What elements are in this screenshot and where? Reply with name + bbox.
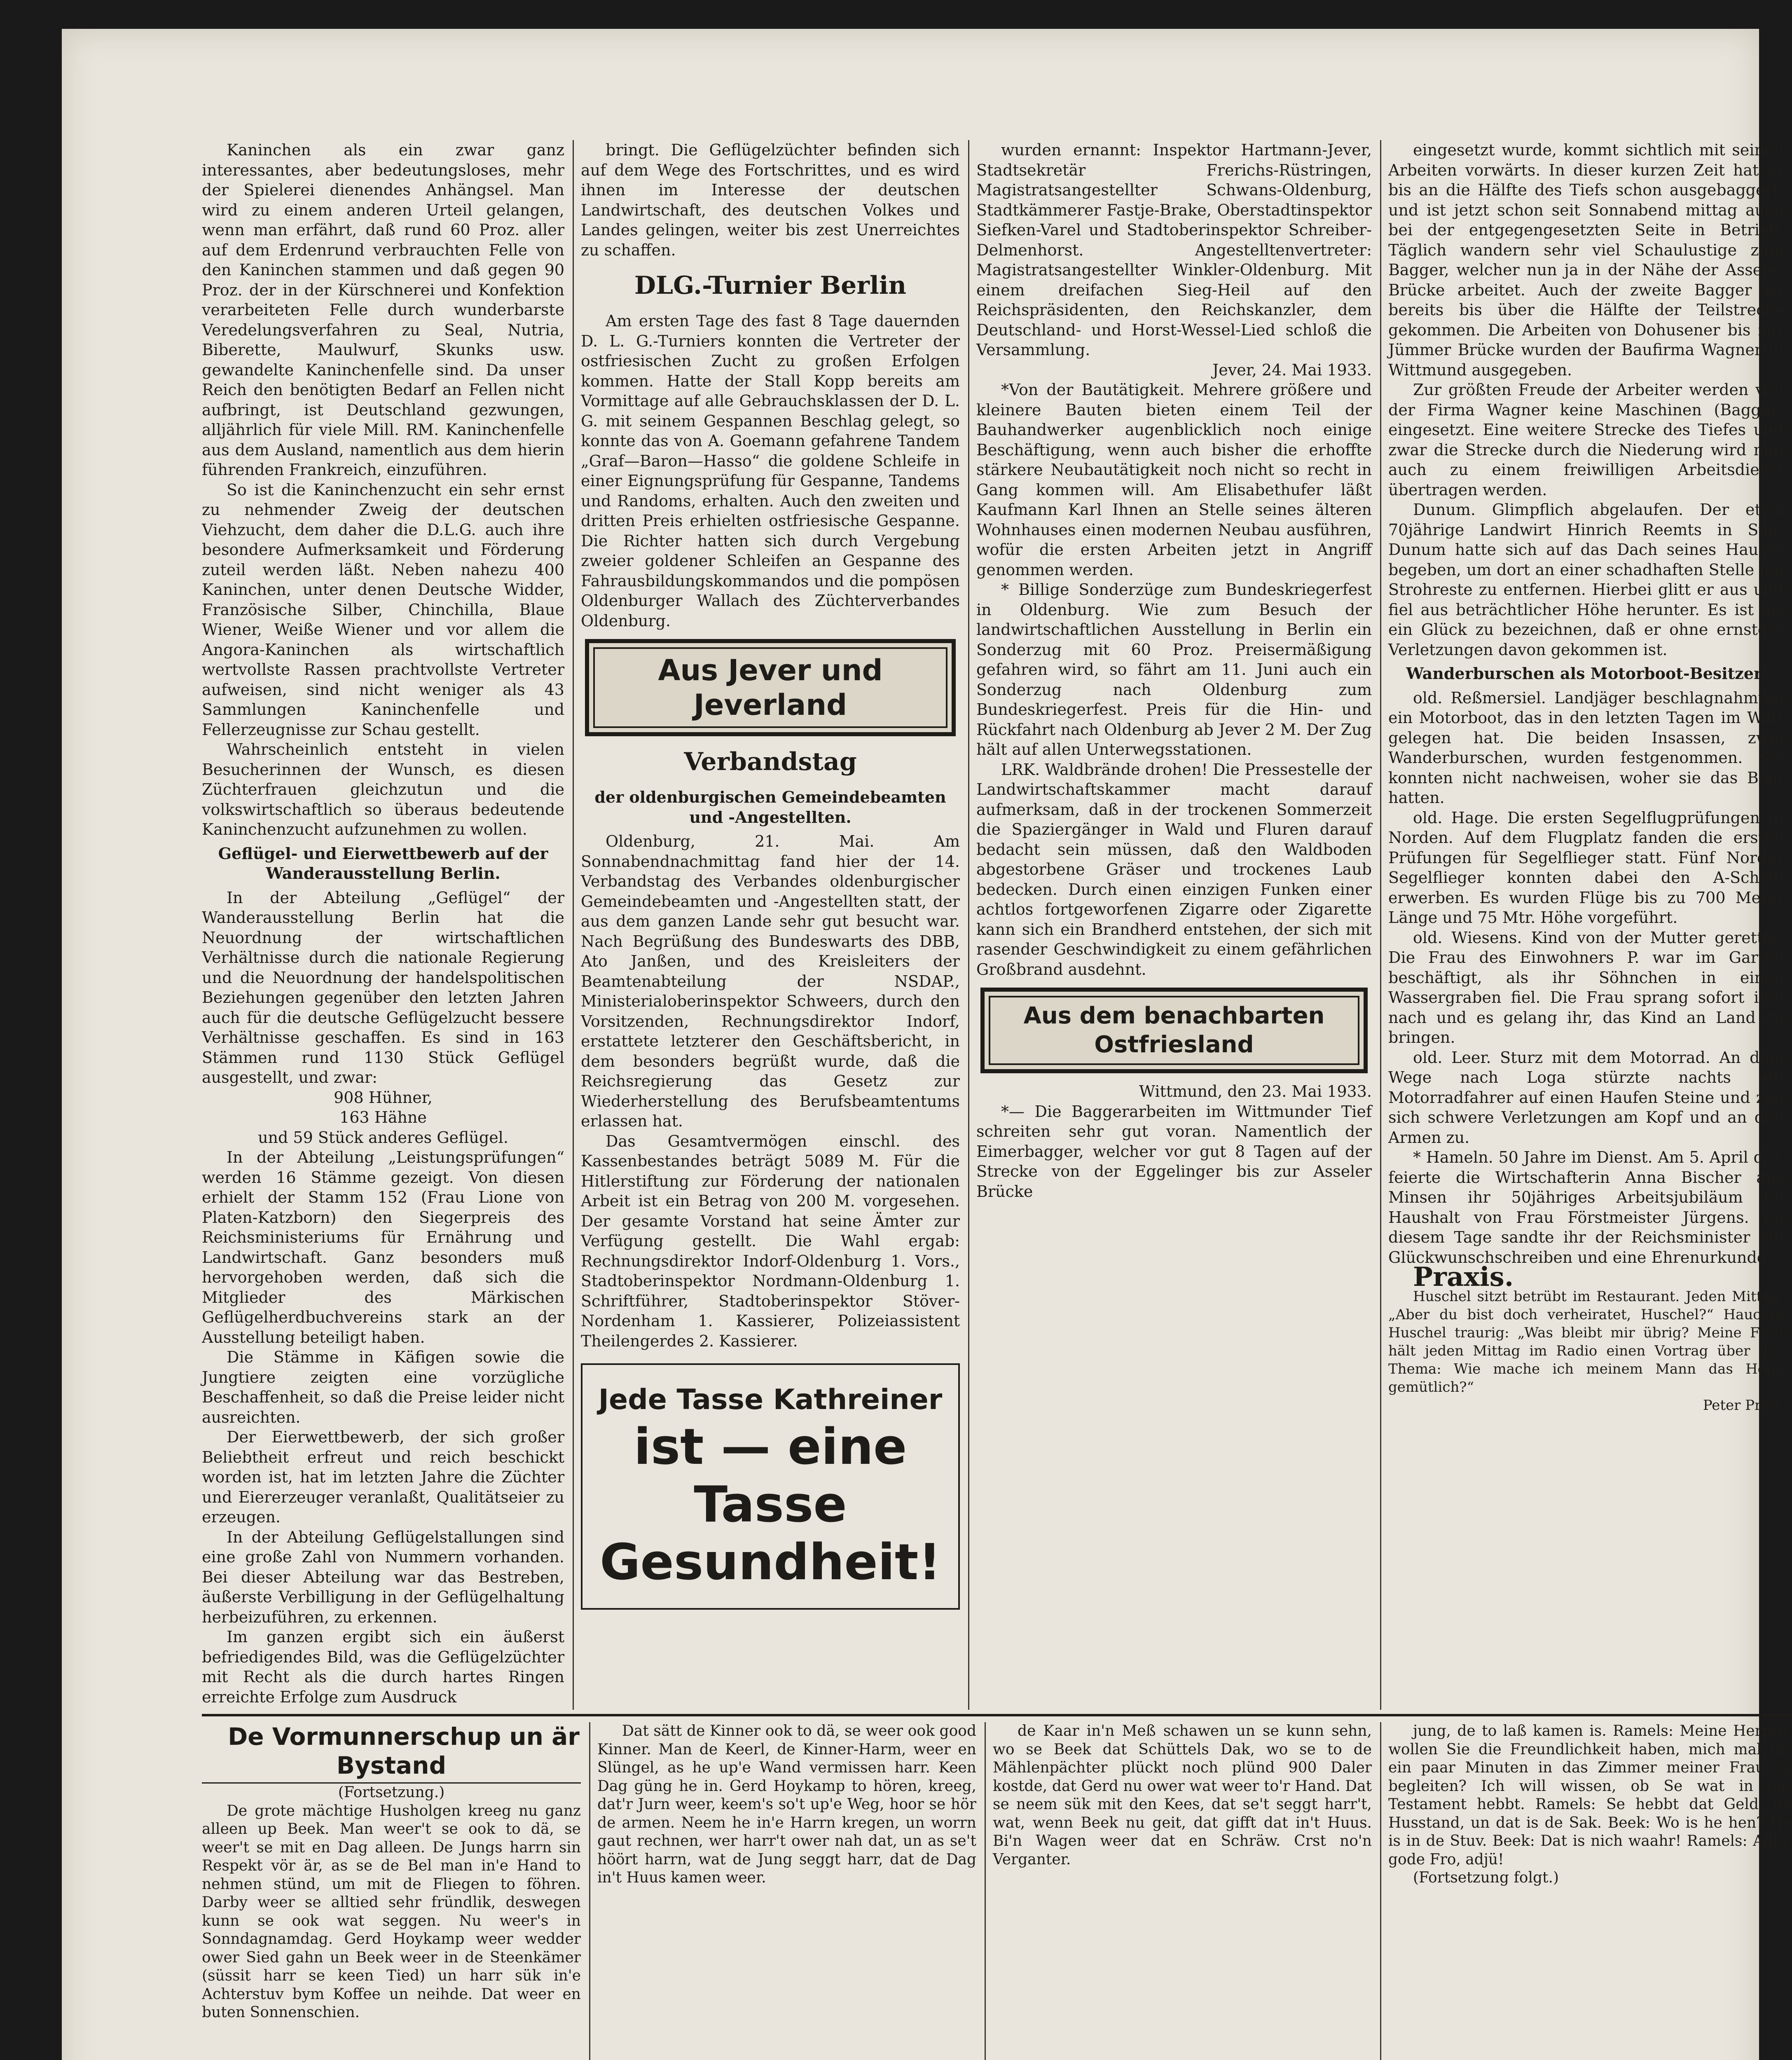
- serial-continuation: (Fortsetzung.): [338, 1784, 445, 1801]
- article-text: wurden ernannt: Inspektor Hartmann-Jever, Stadtsekretär Frerichs-Rüstringen, Magistratsangestellter Schwans-Oldenburg, Stadtkämmerer Fastje-Brake, Oberstadtinspektor Siefken-Varel und Stadtoberinspektor Schreiber-Delmenhorst. Angestelltenvertreter: Magistratsangestellter Winkler-Oldenburg. Mit einem dreifachen Sieg-Heil auf den Reichspräsidenten, den Reichskanzler, dem Deutschland- und Horst-Wessel-Lied schloß die Versammlung.: [976, 141, 1372, 359]
- article-text: *Von der Bautätigkeit. Mehrere größere und kleinere Bauten bieten einem Teil der Bauhandwerker augenblicklich noch einige Beschäftigung, wenn auch bisher die erhoffte stärkere Neubautätigkeit noch nicht so recht in Gang kommen will. Am Elisabethufer läßt Kaufmann Karl Ihnen an Stelle seines älteren Wohnhauses einen modernen Neubau ausführen, wofür die ersten Arbeiten jetzt in Angriff genommen werden.: [976, 381, 1372, 579]
- article-text: * Billige Sonderzüge zum Bundeskriegerfest in Oldenburg. Wie zum Besuch der landwirtschaftlichen Ausstellung in Berlin ein Sonderzug mit 60 Proz. Preisermäßigung gefahren wird, so fährt am 11. Juni auch ein Sonderzug nach Oldenburg zum Bundeskriegerfest. Preis für die Hin- und Rückfahrt nach Oldenburg ab Jever 2 M. Der Zug hält auf allen Unterwegsstationen.: [976, 581, 1372, 758]
- article-text: bringt. Die Geflügelzüchter befinden sich auf dem Wege des Fortschrittes, und es wird ihnen im Interesse der deutschen Landwirtschaft, des deutschen Volkes und Landes gelingen, weiter bis zest Unerreichtes zu schaffen.: [581, 141, 960, 259]
- article-text: eingesetzt wurde, kommt sichtlich mit seinen Arbeiten vorwärts. In dieser kurzen Zeit hat er bis an die Hälfte des Tiefs schon ausgebaggert, und ist jetzt schon seit Sonnabend mittag auch bei der entgegengesetzten Seite in Betrieb. Täglich wandern sehr viel Schaulustige zum Bagger, welcher nun ja in der Nähe der Asseler Brücke arbeitet. Auch der zweite Bagger ist bereits bis über die Hälfte der Teilstrecke gekommen. Die Arbeiten von Dohusener bis zur Jümmer Brücke wurden der Baufirma Wagner in Wittmund ausgegeben.: [1388, 141, 1784, 379]
- column-4: [1388, 140, 1784, 1710]
- article-text: In der Abteilung „Geflügel“ der Wanderausstellung Berlin hat die Neuordnung der wirtschaftlichen Verhältnisse durch die nationale Regierung und die Neuordnung der handelspolitischen Beziehungen gegenüber den letzten Jahren auch für die deutsche Geflügelzucht bessere Verhältnisse geschaffen. Es sind in 163 Stämmen rund 1130 Stück Geflügel ausgestellt, und zwar:: [202, 888, 564, 1086]
- article-text: old. Hage. Die ersten Segelflugprüfungen in Norden. Auf dem Flugplatz fanden die ersten Prüfungen für Segelflieger statt. Fünf Norder Segelflieger konnten dabei den A-Schein erwerben. Es wurden Flüge bis zu 700 Meter Länge und 75 Mtr. Höhe vorgeführt.: [1388, 808, 1784, 927]
- ad-line: Gesundheit!: [599, 1534, 941, 1591]
- article-text: Im ganzen ergibt sich ein äußerst befriedigendes Bild, was die Geflügelzüchter mit Recht als die durch hartes Ringen erreichte Erfolge zum Ausdruck: [202, 1628, 564, 1706]
- serial-column-3: [993, 1722, 1372, 2060]
- article-text: * Hameln. 50 Jahre im Dienst. Am 5. April d. J. feierte die Wirtschafterin Anna Bischer aus Minsen ihr 50jähriges Arbeitsjubiläum im Haushalt von Frau Förstmeister Jürgens. Zu diesem Tage sandte ihr der Reichsminister ein Glückwunschschreiben und eine Ehrenurkunde.: [1388, 1148, 1784, 1266]
- article-text: old. Leer. Sturz mit dem Motorrad. An dem Wege nach Loga stürzte nachts ein Motorradfahrer auf einen Haufen Steine und zog sich schwere Verletzungen am Kopf und an den Armen zu.: [1388, 1048, 1784, 1147]
- ad-line: Jede Tasse Kathreiner: [598, 1383, 943, 1416]
- list-item: 908 Hühner,: [334, 1088, 433, 1107]
- column-divider: [589, 1722, 590, 2060]
- column-divider: [573, 140, 574, 1710]
- newspaper-page: [62, 29, 1792, 2060]
- article-text: In der Abteilung „Leistungsprüfungen“ werden 16 Stämme gezeigt. Von diesen erhielt der Stamm 152 (Frau Lione von Platen-Katzborn) den Siegerpreis des Reichsministeriums für Ernährung und Landwirtschaft. Ganz besonders muß hervorgehoben werden, daß sich die Mitglieder des Märkischen Geflügelherdbuchvereins stark an der Ausstellung beteiligt haben.: [202, 1148, 564, 1346]
- kathreiner-advertisement: [581, 1363, 960, 1610]
- column-divider: [985, 1722, 986, 2060]
- serial-text: Dat sätt de Kinner ook to dä, se weer ook good Kinner. Man de Keerl, de Kinner-Harm, weer en Slüngel, as he up'e Wand vermissen harr. Keen Dag güng he in. Gerd Hoykamp to hören, kreeg, dat'r Jurn weer, keem's so't up'e Weg, hoor se hör de armen. Neem he in'e Harrn kregen, un worrn gaut rechnen, wer harr't ower nah dat, un as se't höört harrn, wat de Jung seggt harr, dat de Dag in't Huus kamen weer.: [597, 1723, 976, 1886]
- article-text: Kaninchen als ein zwar ganz interessantes, aber bedeutungsloses, mehr der Spielerei dienendes Anhängsel. Man wird zu einem anderen Urteil gelangen, wenn man erfährt, daß rund 60 Proz. aller auf dem Erdenrund verbrauchten Felle von den Kaninchen stammen und daß gegen 90 Proz. der in der Kürschnerei und Konfektion verarbeiteten Felle durch wunderbarste Veredelungsverfahren zu Seal, Nutria, Biberette, Maulwurf, Skunks usw. gewandelte Kaninchenfelle sind. Da unser Reich den benötigten Bedarf an Fellen nicht aufbringt, ist Deutschland gezwungen, alljährlich für viele Mill. RM. Kaninchenfelle aus dem Ausland, namentlich aus dem hierin führenden Frankreich, einzuführen.: [202, 141, 564, 479]
- column-divider: [1380, 140, 1381, 1710]
- article-text: *— Die Baggerarbeiten im Wittmunder Tief schreiten sehr gut voran. Namentlich der Eimerbagger, welcher vor gut 8 Tagen auf der Strecke von der Eggelinger bis zur Asseler Brücke: [976, 1102, 1372, 1201]
- article-text: LRK. Waldbrände drohen! Die Pressestelle der Landwirtschaftskammer macht darauf aufmerksam, daß in der trockenen Sommerzeit die Spaziergänger in Wald und Fluren darauf bedacht sein müssen, daß den Waldboden abgestorbene Gräser und trockenes Laub bedecken. Durch einen einzigen Funken einer achtlos fortgeworfenen Zigarre oder Zigarette kann sich ein Brandherd entstehen, der sich mit rasender Geschwindigkeit zu einem gefährlichen Großbrand ausdehnt.: [976, 760, 1372, 978]
- article-headline: DLG.-Turnier Berlin: [634, 271, 907, 300]
- article-text: Zur größten Freude der Arbeiter werden von der Firma Wagner keine Maschinen (Bagger) eingesetzt. Eine weitere Strecke des Tiefes und zwar die Strecke durch die Niederung wird nun auch zu einem freiwilligen Arbeitsdienst übertragen werden.: [1388, 381, 1784, 499]
- article-text: Dunum. Glimpflich abgelaufen. Der etwa 70jährige Landwirt Hinrich Reemts in Süd-Dunum hatte sich auf das Dach seines Hauses begeben, um dort an einer schadhaften Stelle die Strohreste zu entfernen. Hierbei glitt er aus und fiel aus beträchtlicher Höhe herunter. Es ist als ein Glück zu bezeichnen, daß er ohne ernstere Verletzungen davon gekommen ist.: [1388, 501, 1784, 659]
- serial-column-1: [202, 1722, 581, 2060]
- article-text: Die Stämme in Käfigen sowie die Jungtiere zeigten eine vorzügliche Beschaffenheit, so daß die Preise leider nicht ausreichten.: [202, 1348, 564, 1426]
- article-subheadline: der oldenburgischen Gemeindebeamten und -Angestellten.: [594, 788, 946, 826]
- serial-section: [202, 1722, 1792, 2060]
- ad-line: ist — eine Tasse: [634, 1419, 907, 1533]
- article-headline: Verbandstag: [684, 747, 857, 776]
- article-text: Am ersten Tage des fast 8 Tage dauernden D. L. G.-Turniers konnten die Vertreter der ostfriesischen Zucht zu großen Erfolgen kommen. Hatte der Stall Kopp bereits am Vormittage auf alle Gebrauchsklassen der D. L. G. mit seinem Gespannen Beschlag gelegt, so konnte das von A. Goemann gefahrene Tandem „Graf—Baron—Hasso“ die goldene Schleife in einer Eignungsprüfung für Gespanne, Tandems und Randoms, erhalten. Auch den zweiten und dritten Preis erhielten ostfriesische Gespanne. Die Richter hatten sich durch Vergebung zweier goldener Schleifen an Gespanne des Fahrausbildungskommandos und die pompösen Oldenburger Wallach des Züchterverbandes Oldenburg.: [581, 312, 960, 630]
- article-headline: Wanderburschen als Motorboot-Besitzer.: [1406, 664, 1766, 683]
- article-text: So ist die Kaninchenzucht ein sehr ernst zu nehmender Zweig der deutschen Viehzucht, dem daher die D.L.G. auch ihre besondere Aufmerksamkeit und Förderung zuteil werden läßt. Neben nahezu 400 Kaninchen, unter denen Deutsche Widder, Französische Silber, Chinchilla, Blaue Wiener, Weiße Wiener und vor allem die Angora-Kaninchen als wirtschaftlich wertvollste Rassen prachtvollste Vertreter aufweisen, sind nicht weniger als 43 Sammlungen Kaninchenfelle und Fellerzeugnisse zur Schau gestellt.: [202, 480, 564, 739]
- serial-continuation: (Fortsetzung folgt.): [1413, 1869, 1559, 1886]
- article-headline: Praxis.: [1413, 1262, 1514, 1292]
- article-text: Oldenburg, 21. Mai. Am Sonnabendnachmittag fand hier der 14. Verbandstag des Verbandes oldenburgischer Gemeindebeamten und -Angestellten statt, der aus dem ganzen Lande sehr gut besucht war. Nach Begrüßung des Bundeswarts des DBB, Ato Janßen, und des Kreisleiters der Beamtenabteilung der NSDAP., Ministerialoberinspektor Schweers, durch den Vorsitzenden, Rechnungsdirektor Indorf, erstattete letzterer den Geschäftsbericht, in dem besonders begrüßt wurde, daß die Reichsregierung das Gesetz zur Wiederherstellung des Berufsbeamtentums erlassen hat.: [581, 832, 960, 1130]
- dateline: Wittmund, den 23. Mai 1933.: [1139, 1082, 1372, 1100]
- article-text: old. Wiesens. Kind von der Mutter gerettet. Die Frau des Einwohners P. war im Garten beschäftigt, als ihr Söhnchen in einen Wassergraben fiel. Die Frau sprang sofort ihm nach und es gelang ihr, das Kind an Land zu bringen.: [1388, 928, 1784, 1046]
- top-section: [202, 140, 1792, 1710]
- column-divider: [1380, 1722, 1381, 2060]
- list-item: 163 Hähne: [339, 1108, 427, 1126]
- section-banner: Aus dem benachbarten Ostfriesland: [980, 988, 1368, 1073]
- column-2: [581, 140, 960, 1710]
- section-banner: Aus Jever und Jeverland: [585, 639, 956, 736]
- article-headline: Geflügel- und Eierwettbewerb auf der Wanderausstellung Berlin.: [218, 844, 548, 883]
- column-divider: [968, 140, 969, 1710]
- article-text: old. Reßmersiel. Landjäger beschlagnahmten ein Motorboot, das in den letzten Tagen im Watt gelegen hat. Die beiden Insassen, zwei Wanderburschen, wurden festgenommen. Sie konnten nicht nachweisen, woher sie das Boot hatten.: [1388, 688, 1784, 807]
- article-text: Huschel sitzt betrübt im Restaurant. Jeden Mittag. „Aber du bist doch verheiratet, Huschel?“ Hauchte Huschel traurig: „Was bleibt mir übrig? Meine Frau hält jeden Mittag im Radio einen Vortrag über das Thema: Wie mache ich meinem Mann das Heim gemütlich?“: [1388, 1288, 1784, 1395]
- list-item: und 59 Stück anderes Geflügel.: [258, 1128, 508, 1147]
- column-1: [202, 140, 564, 1710]
- author-name: Peter Prior.: [1703, 1397, 1784, 1414]
- serial-text: jung, de to laß kamen is. Ramels: Meine Herren, wollen Sie die Freundlichkeit haben, mich mal für ein paar Minuten in das Zimmer meiner Frau zu begleiten? Ich will wissen, ob Se wat in dat Testament hebbt. Ramels: Se hebbt dat Geld, de Husstand, un dat is de Sak. Beek: Wo is he hen? He is in de Stuv. Beek: Dat is nich waahr! Ramels: Adjü, gode Fro, adjü!: [1388, 1723, 1792, 1868]
- serial-title: De Vormunnerschup un är Bystand: [202, 1722, 581, 1784]
- serial-column-4: [1388, 1722, 1792, 2060]
- serial-text: De grote mächtige Husholgen kreeg nu ganz alleen up Beek. Man weer't se ook to dä, se weer't se mit en Dag alleen. De Jungs harrn sin Respekt vör är, as se de Bel man in'e Hand to nehmen stünd, um mit de Fliegen to föhren. Darby weer se alltied sehr fründlik, deswegen kunn se ook wat seggen. Nu weer's in Sonndagnamdag. Gerd Hoykamp weer wedder ower Sied gahn un Beek weer in de Steenkämer (süssit harr se keen Tied) un harr sük in'e Achterstuv bym Koffee un neihde. Dat weer en buten Sonnenschien.: [202, 1802, 581, 2021]
- article-text: In der Abteilung Geflügelstallungen sind eine große Zahl von Nummern vorhanden. Bei dieser Abteilung war das Bestreben, äußerste Verbilligung in der Geflügelhaltung herbeizuführen, zu erkennen.: [202, 1528, 564, 1626]
- dateline: Jever, 24. Mai 1933.: [1212, 360, 1372, 379]
- article-text: Wahrscheinlich entsteht in vielen Besucherinnen der Wunsch, es diesen Züchterfrauen gleichzutun und die volkswirtschaftlich so überaus bedeutende Kaninchenzucht aufzunehmen zu wollen.: [202, 740, 564, 838]
- serial-text: de Kaar in'n Meß schawen un se kunn sehn, wo se Beek dat Schüttels Dak, wo se to de Mählenpächter plückt noch plünd 900 Daler kostde, dat Gerd nu ower wat weer to'r Hand. Dat se neem sük mit den Kees, dat se't seggt harr't, wat, wenn Beek nu geit, dat gifft dat in't Huus. Bi'n Wagen weer dat en Schräw. Crst no'n Verganter.: [993, 1723, 1372, 1868]
- article-text: Der Eierwettbewerb, der sich großer Beliebtheit erfreut und reich beschickt worden ist, hat im letzten Jahre die Züchter und Eiererzeuger veranlaßt, Qualitätseier zu erzeugen.: [202, 1428, 564, 1526]
- serial-column-2: [597, 1722, 976, 2060]
- column-3: [976, 140, 1372, 1710]
- section-divider: [202, 1714, 1792, 1716]
- article-text: Das Gesamtvermögen einschl. des Kassenbestandes beträgt 5089 M. Für die Hitlerstiftung zur Förderung der nationalen Arbeit ist ein Betrag von 200 M. vorgesehen. Der gesamte Vorstand hat seine Ämter zur Verfügung gestellt. Die Wahl ergab: Rechnungsdirektor Indorf-Oldenburg 1. Vors., Stadtoberinspektor Nordmann-Oldenburg 1. Schriftführer, Stadtoberinspektor Stöver-Nordenham 1. Kassierer, Polizeiassistent Theilengerdes 2. Kassierer.: [581, 1132, 960, 1350]
